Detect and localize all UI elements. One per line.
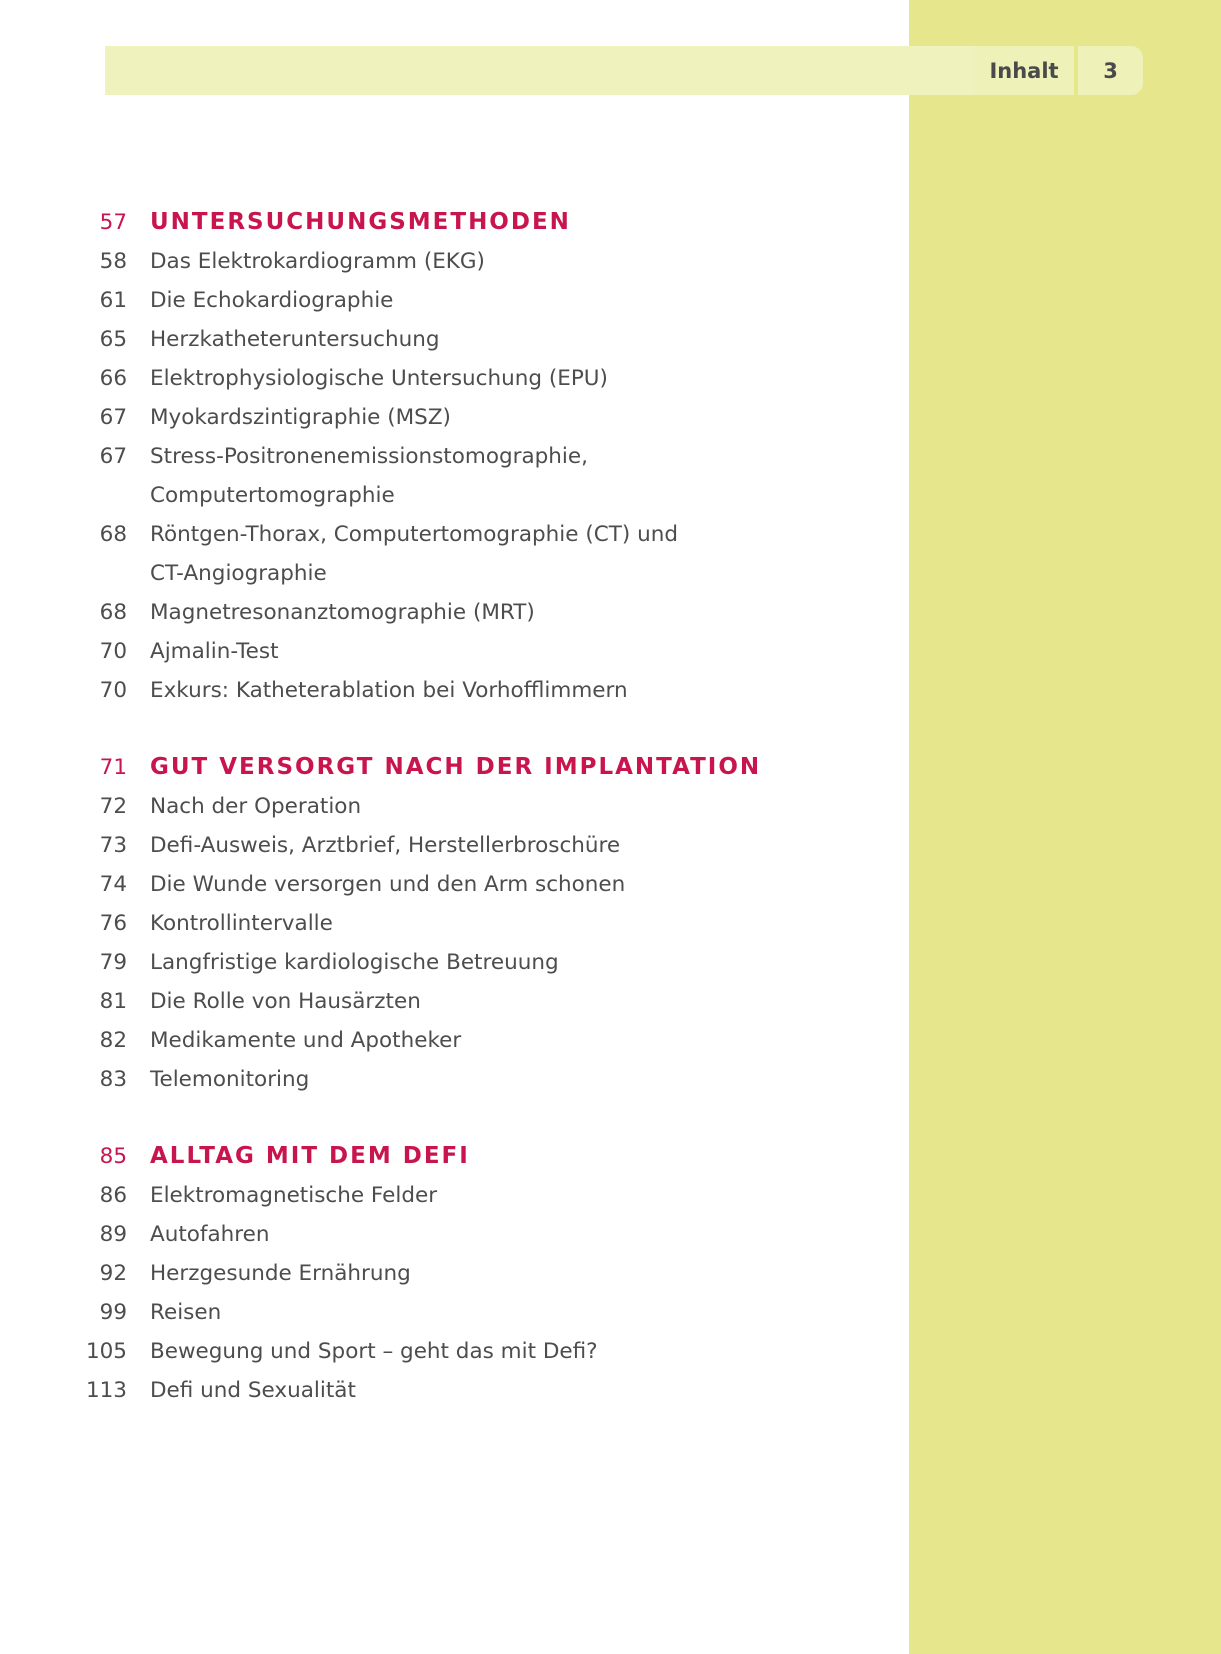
toc-entry[interactable] [0, 1293, 900, 1332]
toc-entry[interactable] [0, 1176, 900, 1215]
toc-entry-title: Die Rolle von Hausärzten [150, 989, 421, 1014]
toc-heading-title: UNTERSUCHUNGSMETHODEN [150, 209, 571, 235]
toc-entry-page: 99 [99, 1300, 127, 1325]
toc-entry-title: Elektromagnetische Felder [150, 1183, 438, 1208]
toc-section-heading[interactable] [0, 748, 900, 787]
toc-entry[interactable] [0, 437, 900, 476]
toc-entry-continuation[interactable] [0, 476, 900, 515]
toc-entry-title: Exkurs: Katheterablation bei Vorhofflimmern [150, 678, 628, 703]
toc-entry-page: 82 [99, 1028, 127, 1053]
toc-entry[interactable] [0, 1021, 900, 1060]
toc-entry-title: Defi und Sexualität [150, 1378, 356, 1403]
toc-entry[interactable] [0, 398, 900, 437]
toc-entry[interactable] [0, 320, 900, 359]
toc-entry-title: Telemonitoring [150, 1067, 310, 1092]
toc-entry[interactable] [0, 632, 900, 671]
toc-entry-title: Langfristige kardiologische Betreuung [150, 950, 559, 975]
toc-entry-title: Autofahren [150, 1222, 270, 1247]
toc-entry-title: CT-Angiographie [150, 561, 327, 586]
toc-entry-continuation[interactable] [0, 554, 900, 593]
page-number: 3 [1078, 46, 1143, 95]
toc-entry[interactable] [0, 904, 900, 943]
toc-entry-title: Stress-Positronenemissionstomographie, [150, 444, 588, 469]
toc-section [0, 748, 900, 1099]
toc-entry-page: 105 [85, 1339, 127, 1364]
toc-entry-title: Die Wunde versorgen und den Arm schonen [150, 872, 626, 897]
toc-entry[interactable] [0, 943, 900, 982]
toc-entry[interactable] [0, 359, 900, 398]
toc-entry-page: 81 [99, 989, 127, 1014]
toc-entry[interactable] [0, 982, 900, 1021]
toc-entry-page: 58 [99, 249, 127, 274]
toc-heading-title: ALLTAG MIT DEM DEFI [150, 1143, 470, 1169]
toc-entry-page: 113 [85, 1378, 127, 1403]
toc-heading-page: 57 [99, 210, 127, 235]
toc-entry-title: Defi-Ausweis, Arztbrief, Herstellerbroschüre [150, 833, 621, 858]
toc-entry-page: 73 [99, 833, 127, 858]
toc-entry[interactable] [0, 281, 900, 320]
toc-entry-page: 68 [99, 600, 127, 625]
toc-entry-title: Herzkatheteruntersuchung [150, 327, 440, 352]
toc-entry[interactable] [0, 826, 900, 865]
running-header [105, 46, 1074, 95]
toc-entry-page: 70 [99, 678, 127, 703]
toc-heading-page: 71 [99, 755, 127, 780]
toc-entry-title: Herzgesunde Ernährung [150, 1261, 411, 1286]
toc-entry-title: Medikamente und Apotheker [150, 1028, 462, 1053]
toc-entry-page: 67 [99, 444, 127, 469]
toc-heading-page: 85 [99, 1144, 127, 1169]
toc-heading-title: GUT VERSORGT NACH DER IMPLANTATION [150, 754, 762, 780]
toc-entry-title: Die Echokardiographie [150, 288, 394, 313]
toc-entry[interactable] [0, 1254, 900, 1293]
toc-entry[interactable] [0, 1332, 900, 1371]
side-color-band [909, 0, 1221, 1654]
toc-entry[interactable] [0, 515, 900, 554]
toc-entry-page: 79 [99, 950, 127, 975]
header-title: Inhalt [974, 46, 1074, 95]
toc-entry-title: Myokardszintigraphie (MSZ) [150, 405, 451, 430]
toc-entry-page: 61 [99, 288, 127, 313]
toc-entry-page: 68 [99, 522, 127, 547]
toc-entry-page: 67 [99, 405, 127, 430]
toc-entry[interactable] [0, 242, 900, 281]
toc-entry-title: Bewegung und Sport – geht das mit Defi? [150, 1339, 598, 1364]
toc-entry[interactable] [0, 671, 900, 710]
toc-entry[interactable] [0, 593, 900, 632]
toc-entry-page: 70 [99, 639, 127, 664]
toc-entry[interactable] [0, 1060, 900, 1099]
toc-entry-page: 86 [99, 1183, 127, 1208]
toc-entry[interactable] [0, 787, 900, 826]
toc-entry-page: 74 [99, 872, 127, 897]
toc-entry-page: 89 [99, 1222, 127, 1247]
toc-entry[interactable] [0, 1371, 900, 1410]
toc-entry-title: Kontrollintervalle [150, 911, 333, 936]
toc-section-heading[interactable] [0, 1137, 900, 1176]
toc-entry-page: 66 [99, 366, 127, 391]
toc-entry[interactable] [0, 1215, 900, 1254]
toc-entry-title: Röntgen-Thorax, Computertomographie (CT) und [150, 522, 678, 547]
toc-entry-title: Computertomographie [150, 483, 395, 508]
toc-section [0, 1137, 900, 1410]
toc-entry-page: 76 [99, 911, 127, 936]
toc-entry-page: 72 [99, 794, 127, 819]
toc-entry-title: Das Elektrokardiogramm (EKG) [150, 249, 485, 274]
toc-entry-title: Ajmalin-Test [150, 639, 279, 664]
table-of-contents [0, 203, 900, 1448]
toc-entry-page: 65 [99, 327, 127, 352]
toc-entry-title: Elektrophysiologische Untersuchung (EPU) [150, 366, 608, 391]
toc-entry-page: 92 [99, 1261, 127, 1286]
toc-entry-title: Reisen [150, 1300, 222, 1325]
toc-section [0, 203, 900, 710]
toc-entry-page: 83 [99, 1067, 127, 1092]
toc-entry-title: Magnetresonanztomographie (MRT) [150, 600, 535, 625]
toc-section-heading[interactable] [0, 203, 900, 242]
toc-entry-title: Nach der Operation [150, 794, 362, 819]
toc-entry[interactable] [0, 865, 900, 904]
